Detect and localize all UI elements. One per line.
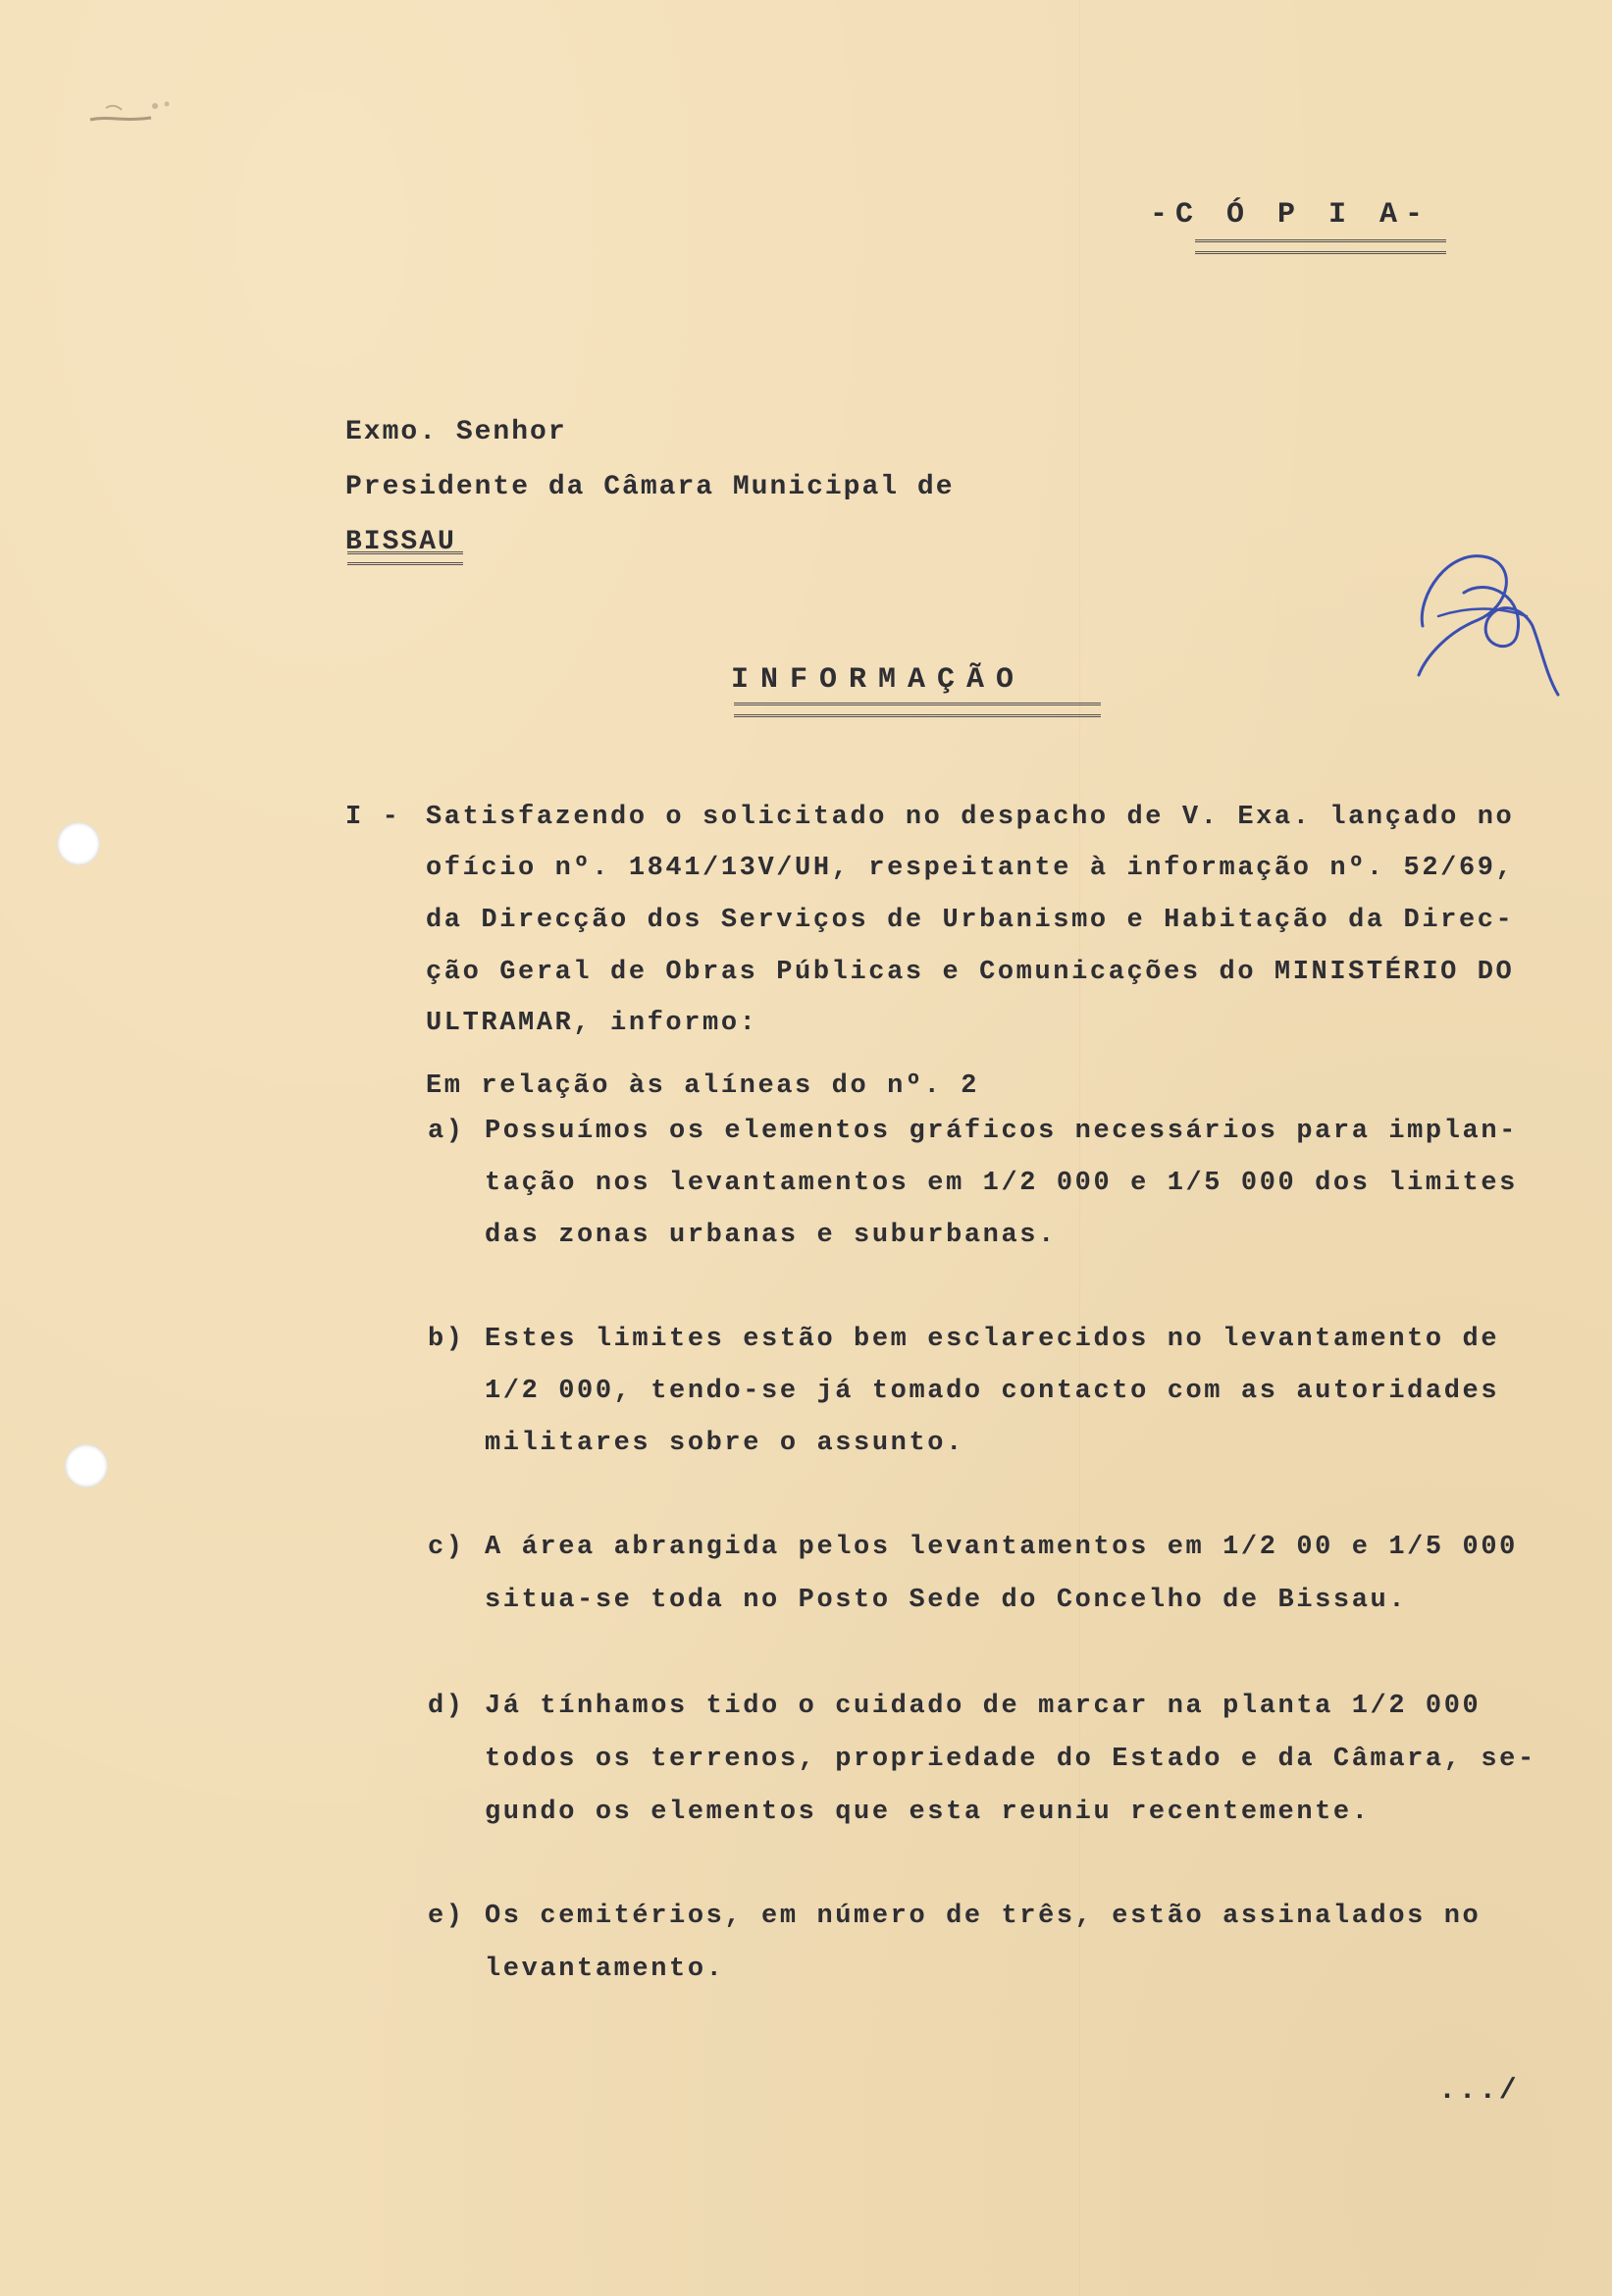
item-c-marker: c) [428, 1533, 465, 1562]
punch-hole-upper [57, 822, 100, 865]
handwritten-initials [1409, 538, 1566, 704]
city-underline [347, 551, 463, 565]
document-title: INFORMAÇÃO [731, 663, 1026, 697]
item-a-line: das zonas urbanas e suburbanas. [485, 1221, 1057, 1250]
section-i-line: ULTRAMAR, informo: [426, 1009, 758, 1038]
addressee-title: Presidente da Câmara Municipal de [345, 472, 955, 502]
item-d-line: Já tínhamos tido o cuidado de marcar na planta 1/2 000 [485, 1692, 1482, 1721]
item-b-marker: b) [428, 1325, 465, 1354]
items-intro: Em relação às alíneas do nº. 2 [426, 1071, 980, 1101]
title-underline [734, 703, 1101, 717]
addressee-city: BISSAU [345, 527, 456, 557]
copy-stamp-underline [1195, 239, 1446, 254]
section-i-line: ofício nº. 1841/13V/UH, respeitante à informação nº. 52/69, [426, 854, 1515, 883]
continuation-marker: .../ [1438, 2074, 1520, 2108]
item-d-line: gundo os elementos que esta reuniu recentemente. [485, 1798, 1371, 1827]
item-e-line: levantamento. [485, 1955, 725, 1984]
punch-hole-lower [65, 1444, 108, 1487]
item-d-line: todos os terrenos, propriedade do Estado e da Câmara, se- [485, 1745, 1536, 1774]
item-b-line: Estes limites estão bem esclarecidos no levantamento de [485, 1325, 1500, 1354]
section-i-line: da Direcção dos Serviços de Urbanismo e Habitação da Direc- [426, 906, 1515, 935]
item-e-marker: e) [428, 1902, 465, 1931]
item-b-line: 1/2 000, tendo-se já tomado contacto com as autoridades [485, 1377, 1500, 1406]
item-c-line: situa-se toda no Posto Sede do Concelho de Bissau. [485, 1586, 1408, 1615]
paper-fold [1079, 0, 1080, 2296]
section-i-line: ção Geral de Obras Públicas e Comunicações do MINISTÉRIO DO [426, 958, 1515, 987]
item-b-line: militares sobre o assunto. [485, 1429, 964, 1458]
item-a-line: tação nos levantamentos em 1/2 000 e 1/5 000 dos limites [485, 1169, 1518, 1198]
section-i-marker: I - [345, 803, 401, 832]
item-e-line: Os cemitérios, em número de três, estão assinalados no [485, 1902, 1482, 1931]
item-d-marker: d) [428, 1692, 465, 1721]
item-a-marker: a) [428, 1117, 465, 1146]
copy-stamp: -C Ó P I A- [1150, 198, 1431, 232]
section-i-line: Satisfazendo o solicitado no despacho de V. Exa. lançado no [426, 803, 1515, 832]
ink-smudge [86, 94, 175, 133]
item-a-line: Possuímos os elementos gráficos necessários para implan- [485, 1117, 1518, 1146]
addressee-salutation: Exmo. Senhor [345, 417, 567, 447]
item-c-line: A área abrangida pelos levantamentos em 1/2 00 e 1/5 000 [485, 1533, 1518, 1562]
